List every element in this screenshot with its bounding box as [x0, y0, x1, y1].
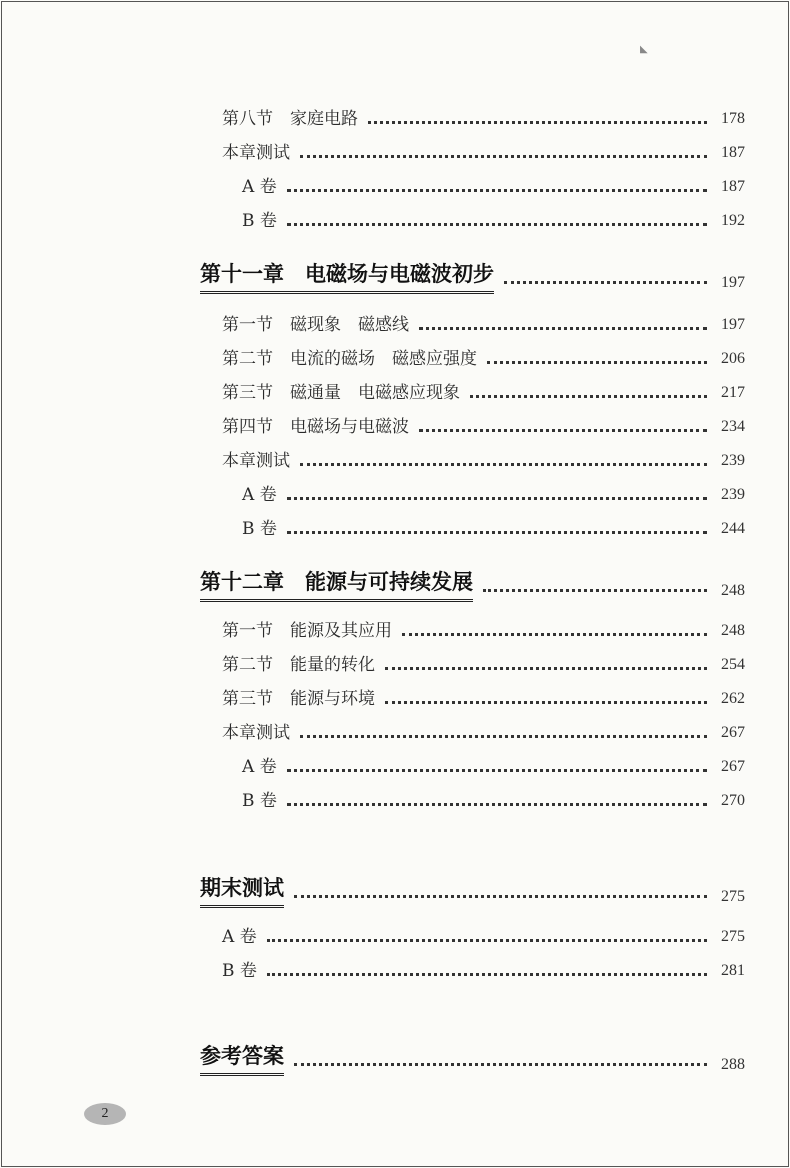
toc-page-number: 197 [721, 274, 745, 291]
toc-label: 期末测试 [200, 874, 284, 908]
toc-label: 本章测试 [222, 451, 290, 471]
dot-leader [287, 189, 707, 192]
toc-label: 第八节 家庭电路 [222, 109, 358, 129]
toc-label: B 卷 [222, 961, 257, 981]
toc-chapter-row[interactable] [0, 258, 790, 298]
toc-label: B 卷 [242, 211, 277, 231]
dot-leader [483, 589, 707, 592]
toc-page-number: 262 [721, 690, 745, 707]
toc-row[interactable] [0, 684, 790, 714]
dot-leader [294, 1063, 707, 1066]
toc-label: 第一节 能源及其应用 [222, 621, 392, 641]
toc-label: 第一节 磁现象 磁感线 [222, 315, 409, 335]
toc-label: 第十一章 电磁场与电磁波初步 [200, 260, 494, 294]
toc-row[interactable] [0, 206, 790, 236]
toc-label: B 卷 [242, 519, 277, 539]
toc-row[interactable] [0, 104, 790, 134]
dot-leader [294, 895, 707, 898]
toc-row[interactable] [0, 786, 790, 816]
toc-row[interactable] [0, 956, 790, 986]
toc-page-number: 248 [721, 582, 745, 599]
dot-leader [287, 769, 707, 772]
toc-label: 第四节 电磁场与电磁波 [222, 417, 409, 437]
dot-leader [402, 633, 707, 636]
toc-label: 第二节 能量的转化 [222, 655, 375, 675]
toc-row[interactable] [0, 138, 790, 168]
toc-page-number: 244 [721, 520, 745, 537]
toc-row[interactable] [0, 344, 790, 374]
toc-page-number: 187 [721, 144, 745, 161]
dot-leader [287, 531, 707, 534]
toc-label: 本章测试 [222, 723, 290, 743]
toc-page-number: 217 [721, 384, 745, 401]
dot-leader [267, 939, 707, 942]
toc-label: 第二节 电流的磁场 磁感应强度 [222, 349, 477, 369]
page-number-badge [84, 1103, 126, 1125]
toc-row[interactable] [0, 922, 790, 952]
dot-leader [419, 429, 707, 432]
dot-leader [287, 223, 707, 226]
toc-page-number: 197 [721, 316, 745, 333]
scan-mark: ◣ [640, 44, 648, 55]
dot-leader [385, 701, 707, 704]
toc-page-number: 254 [721, 656, 745, 673]
dot-leader [470, 395, 707, 398]
dot-leader [368, 121, 707, 124]
toc-page-number: 281 [721, 962, 745, 979]
toc-row[interactable] [0, 412, 790, 442]
toc-row[interactable] [0, 172, 790, 202]
toc-label: B 卷 [242, 791, 277, 811]
dot-leader [419, 327, 707, 330]
toc-label: 第三节 磁通量 电磁感应现象 [222, 383, 460, 403]
toc-chapter-row[interactable] [0, 1040, 790, 1080]
toc-label: 参考答案 [200, 1042, 284, 1076]
toc-label: A 卷 [242, 485, 277, 505]
toc-label: A 卷 [242, 757, 277, 777]
dot-leader [487, 361, 707, 364]
toc-row[interactable] [0, 446, 790, 476]
dot-leader [287, 497, 707, 500]
dot-leader [385, 667, 707, 670]
toc-row[interactable] [0, 310, 790, 340]
toc-label: 第三节 能源与环境 [222, 689, 375, 709]
toc-page-number: 275 [721, 928, 745, 945]
toc-row[interactable] [0, 378, 790, 408]
toc-label: 本章测试 [222, 143, 290, 163]
toc-label: A 卷 [242, 177, 277, 197]
toc-page-number: 275 [721, 888, 745, 905]
toc-page-number: 288 [721, 1056, 745, 1073]
dot-leader [267, 973, 707, 976]
dot-leader [300, 155, 707, 158]
toc-page-number: 192 [721, 212, 745, 229]
toc-page-number: 234 [721, 418, 745, 435]
dot-leader [287, 803, 707, 806]
toc-label: 第十二章 能源与可持续发展 [200, 568, 473, 602]
toc-chapter-row[interactable] [0, 872, 790, 912]
toc-row[interactable] [0, 718, 790, 748]
toc-row[interactable] [0, 616, 790, 646]
dot-leader [504, 281, 707, 284]
toc-page-number: 239 [721, 452, 745, 469]
toc-page-number: 248 [721, 622, 745, 639]
toc-row[interactable] [0, 752, 790, 782]
toc-row[interactable] [0, 480, 790, 510]
dot-leader [300, 735, 707, 738]
toc-page-number: 270 [721, 792, 745, 809]
dot-leader [300, 463, 707, 466]
toc-row[interactable] [0, 650, 790, 680]
toc-row[interactable] [0, 514, 790, 544]
toc-chapter-row[interactable] [0, 566, 790, 606]
toc-page-number: 206 [721, 350, 745, 367]
toc-page-number: 267 [721, 758, 745, 775]
page-number: 2 [101, 1106, 109, 1121]
toc-page-number: 178 [721, 110, 745, 127]
toc-label: A 卷 [222, 927, 257, 947]
toc-page-number: 187 [721, 178, 745, 195]
toc-page-number: 267 [721, 724, 745, 741]
toc-page-number: 239 [721, 486, 745, 503]
